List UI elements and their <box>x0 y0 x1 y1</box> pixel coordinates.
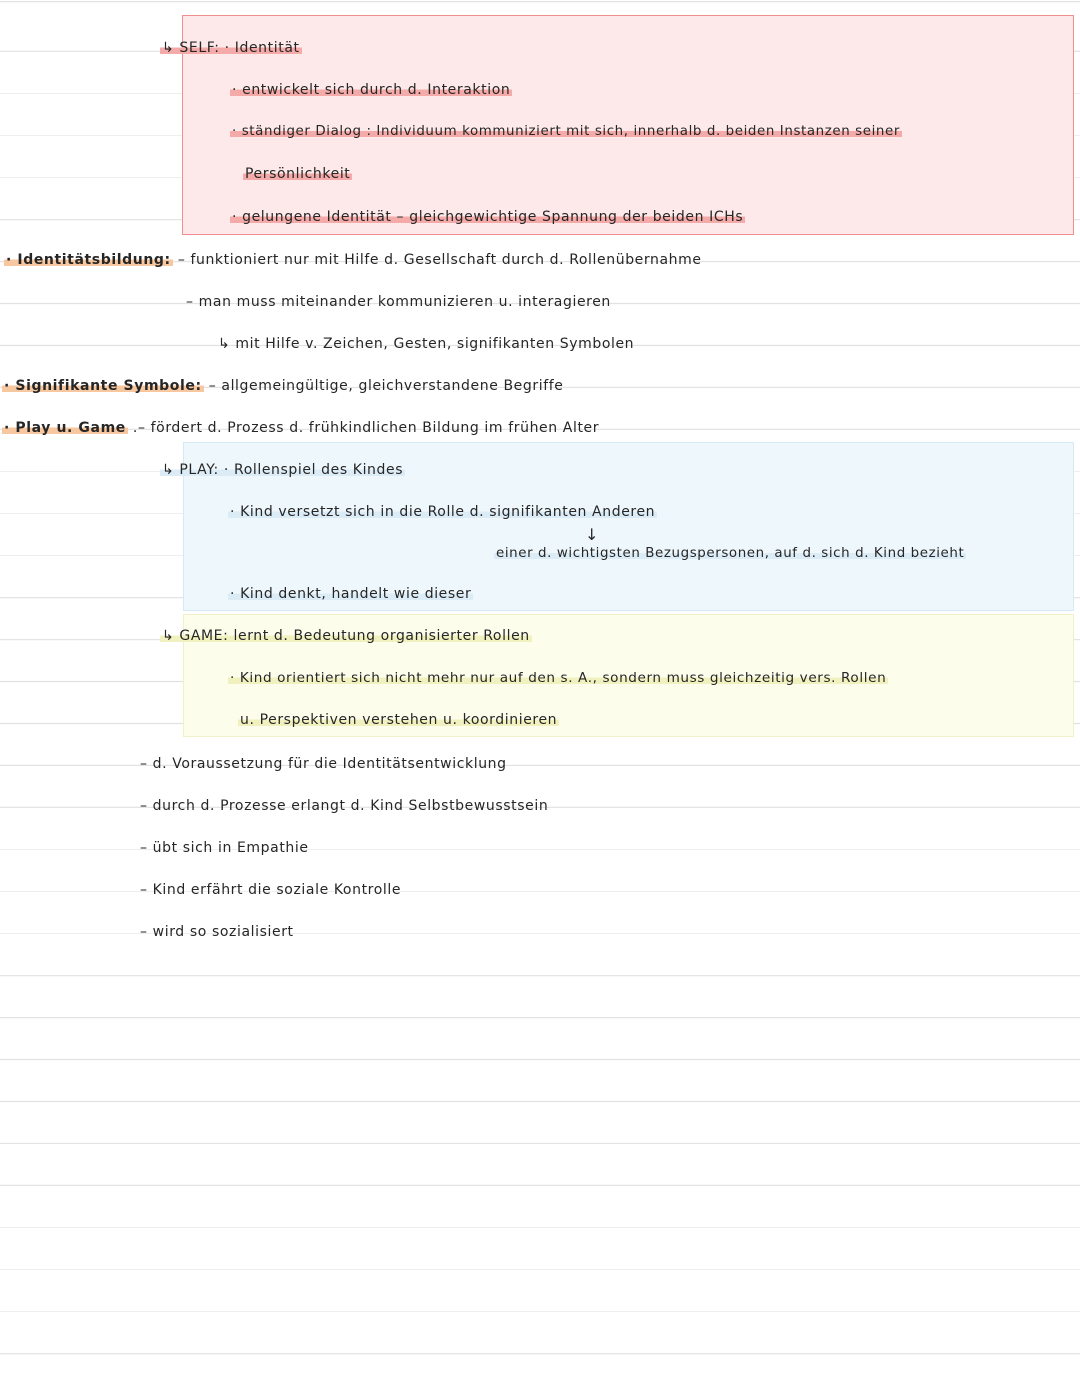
play-bullet-2 <box>228 584 473 604</box>
self-bullet-1-text: · entwickelt sich durch d. Interaktion <box>232 82 511 98</box>
identity-formation-row <box>4 250 702 270</box>
play-game-row <box>2 418 599 438</box>
game-bullet-1-cont-text: u. Perspektiven verstehen u. koordinieren <box>240 712 558 728</box>
self-bullet-2 <box>230 122 902 142</box>
play-explanation <box>494 544 966 564</box>
self-bullet-2-continued <box>243 164 352 184</box>
identity-formation-term: · Identitätsbildung: <box>6 252 171 268</box>
play-explanation-text: einer d. wichtigsten Bezugspersonen, auf d. sich d. Kind bezieht <box>496 546 965 561</box>
self-bullet-3-text: · gelungene Identität – gleichgewichtige Spannung der beiden ICHs <box>232 209 744 225</box>
self-bullet-2-cont-text: Persönlichkeit <box>245 166 351 182</box>
identity-formation-line-3: ↳ mit Hilfe v. Zeichen, Gesten, signifikanten Symbolen <box>218 336 635 352</box>
play-bullet-1 <box>228 502 657 522</box>
identity-formation-line-2: – man muss miteinander kommunizieren u. interagieren <box>186 294 611 310</box>
play-heading <box>160 460 405 480</box>
symbols-row <box>2 376 563 396</box>
game-heading-text: ↳ GAME: lernt d. Bedeutung organisierter Rollen <box>162 628 530 644</box>
conclusion-item: – durch d. Prozesse erlangt d. Kind Selbstbewusstsein <box>140 798 549 814</box>
arrow-down-icon: ↓ <box>585 525 600 544</box>
play-game-definition: .– fördert d. Prozess d. frühkindlichen Bildung im frühen Alter <box>132 420 600 436</box>
game-bullet-1-continued <box>238 710 559 730</box>
conclusion-item: – d. Voraussetzung für die Identitätsentwicklung <box>140 756 507 772</box>
game-bullet-1 <box>228 668 888 688</box>
play-bullet-2-text: · Kind denkt, handelt wie dieser <box>230 586 472 602</box>
play-bullet-1-text: · Kind versetzt sich in die Rolle d. signifikanten Anderen <box>230 504 656 520</box>
identity-formation-line-1: – funktioniert nur mit Hilfe d. Gesellschaft durch d. Rollenübernahme <box>177 252 702 268</box>
symbols-term: · Signifikante Symbole: <box>4 378 202 394</box>
play-game-term: · Play u. Game <box>4 420 126 436</box>
self-bullet-1 <box>230 80 512 100</box>
self-bullet-3 <box>230 207 745 227</box>
game-heading <box>160 626 532 646</box>
conclusion-item: – übt sich in Empathie <box>140 840 309 856</box>
self-bullet-2-text: · ständiger Dialog : Individuum kommuniziert mit sich, innerhalb d. beiden Instanzen seiner <box>232 124 900 139</box>
self-heading <box>160 38 302 58</box>
conclusion-item: – Kind erfährt die soziale Kontrolle <box>140 882 402 898</box>
game-bullet-1-text: · Kind orientiert sich nicht mehr nur auf den s. A., sondern muss gleichzeitig vers. Rollen <box>230 670 887 686</box>
self-heading-text: ↳ SELF: · Identität <box>162 40 300 56</box>
conclusion-item: – wird so sozialisiert <box>140 924 294 940</box>
symbols-definition: – allgemeingültige, gleichverstandene Begriffe <box>208 378 564 394</box>
play-heading-text: ↳ PLAY: · Rollenspiel des Kindes <box>162 462 404 478</box>
